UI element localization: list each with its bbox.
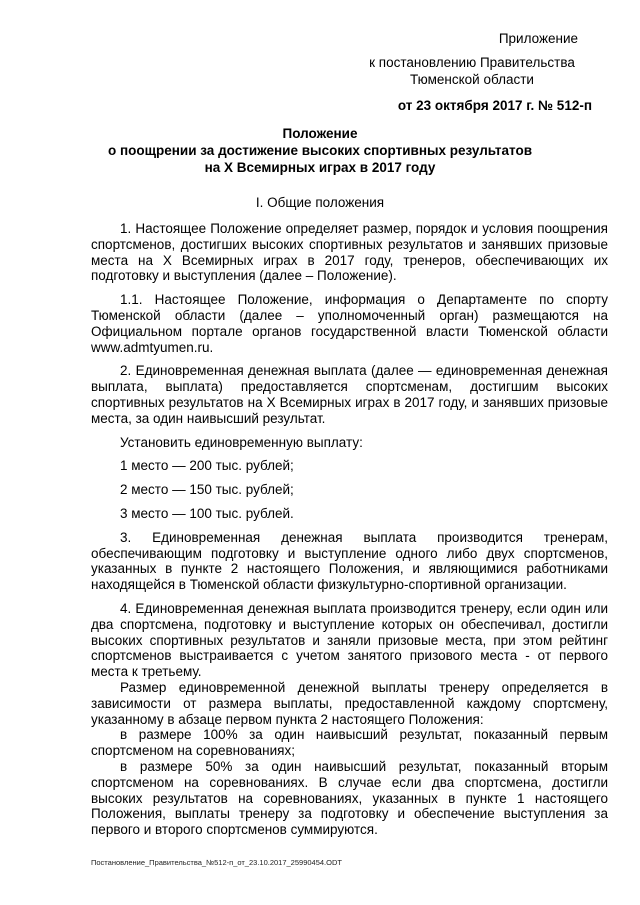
file-footer: Постановление_Правительства_№512-п_от_23.10.2017_25990454.ODT bbox=[91, 858, 342, 867]
paragraph-3: 3. Единовременная денежная выплата производится тренерам, обеспечивающим подготовку и выступление одного либо двух спортсменов, указанных в пункте 2 настоящего Положения, и являющимися работниками находящейся в Тюменской области физкультурно-спортивной организации. bbox=[91, 529, 608, 593]
appendix-header bbox=[352, 30, 592, 114]
document-body bbox=[91, 213, 608, 838]
appendix-region-line: Тюменской области bbox=[410, 72, 534, 87]
paragraph-4: 4. Единовременная денежная выплата производится тренеру, если один или два спортсмена, подготовку и выступление которых он обеспечивал, достигли высоких спортивных результатов и заняли призовые места, при этом рейтинг спортсменов выстраивается с учетом занятого призового места - от первого места к третьему. bbox=[91, 600, 608, 680]
paragraph-1-1: 1.1. Настоящее Положение, информация о Департаменте по спорту Тюменской области (далее – уполномоченный орган) размещаются на Официальном портале органов государственной власти Тюменской области www.admtyumen.ru. bbox=[91, 292, 608, 355]
title-line-1: Положение bbox=[282, 126, 358, 141]
paragraph-4-coach-size: Размер единовременной денежной выплаты тренеру определяется в зависимости от размера выплаты, предоставленной каждому спортсмену, указанному в абзаце первом пункта 2 настоящего Положения: bbox=[91, 679, 608, 727]
payment-place-2: 2 место — 150 тыс. рублей; bbox=[120, 482, 294, 498]
title-line-2: о поощрении за достижение высоких спортивных результатов bbox=[107, 143, 533, 158]
payment-place-1: 1 место — 200 тыс. рублей; bbox=[120, 458, 294, 474]
paragraph-4-first-athlete: в размере 100% за один наивысший результат, показанный первым спортсменом на соревнованиях; bbox=[91, 727, 608, 759]
title-line-3: на X Всемирных играх в 2017 году bbox=[204, 160, 436, 175]
payment-intro: Установить единовременную выплату: bbox=[120, 434, 363, 450]
appendix-resolution-line: к постановлению Правительства bbox=[369, 55, 575, 70]
payment-place-3: 3 место — 100 тыс. рублей. bbox=[120, 505, 294, 521]
appendix-date-number: от 23 октября 2017 г. № 512-п bbox=[397, 98, 592, 113]
document-title bbox=[0, 125, 640, 176]
section-heading: I. Общие положения bbox=[255, 195, 385, 210]
appendix-label: Приложение bbox=[498, 31, 578, 46]
paragraph-1: 1. Настоящее Положение определяет размер, порядок и условия поощрения спортсменов, достигших высоких спортивных результатов и занявших призовые места на X Всемирных играх в 2017 году, тренеров, обеспечивающих их подготовку и выступления (далее – Положение). bbox=[91, 221, 608, 284]
paragraph-4-second-athlete: в размере 50% за один наивысший результат, показанный вторым спортсменом на соревнованиях. В случае если два спортсмена, достигли высоких результатов на соревнованиях, указанных в пункте 1 настоящего Положения, выплаты тренеру за подготовку и обеспечение выступления за первого и второго спортсменов суммируются. bbox=[91, 758, 608, 838]
paragraph-2: 2. Единовременная денежная выплата (далее — единовременная денежная выплата, выплата) предоставляется спортсменам, достигшим высоких спортивных результатов на X Всемирных играх в 2017 году, и занявших призовые места, за один наивысший результат. bbox=[91, 363, 608, 426]
